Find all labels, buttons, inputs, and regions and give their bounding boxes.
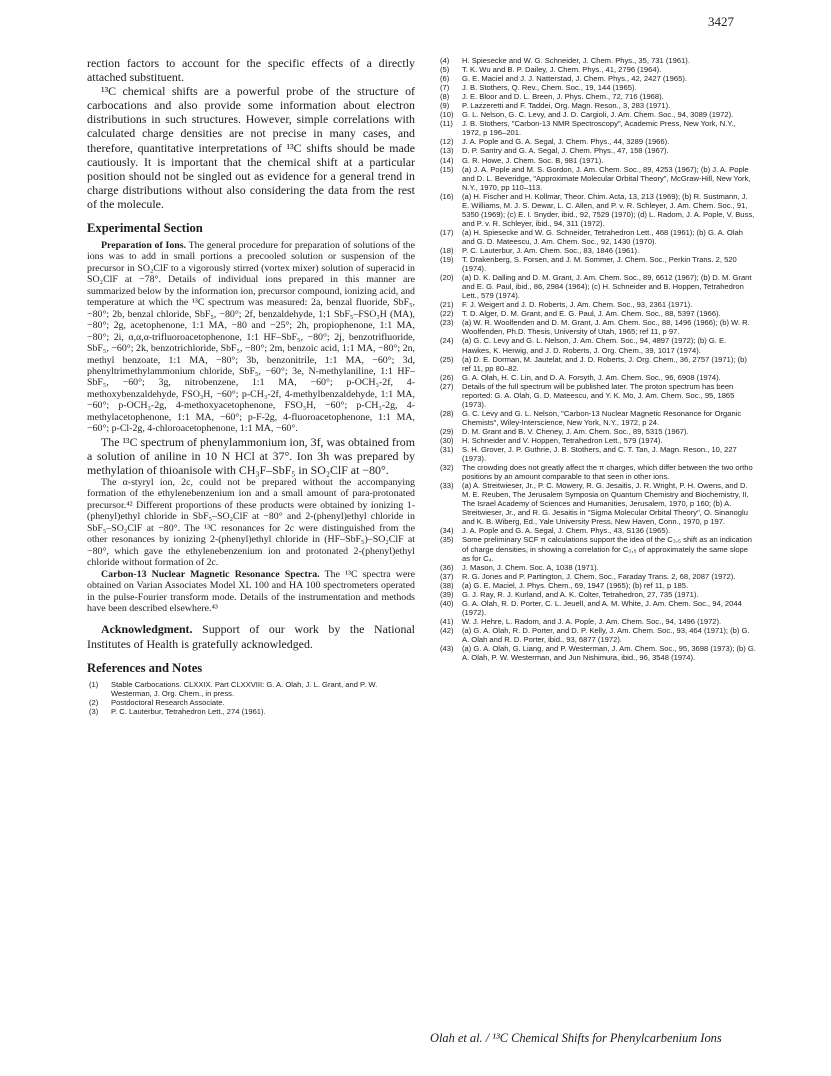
reference-item: [434, 535, 756, 562]
reference-item: [87, 698, 415, 707]
page-number: 3427: [708, 14, 734, 29]
reference-item: [434, 355, 756, 373]
reference-number: (10): [440, 110, 454, 120]
reference-number: (16): [440, 191, 454, 201]
reference-number: (12): [440, 137, 454, 147]
reference-item: [434, 318, 756, 336]
reference-item: [434, 427, 756, 436]
reference-item: [434, 165, 756, 192]
experimental-paragraph: [87, 240, 415, 435]
acknowledgment: [87, 622, 415, 650]
reference-number: (4): [440, 56, 450, 65]
reference-number: (13): [440, 146, 454, 156]
reference-number: (40): [440, 598, 454, 608]
reference-text: (a) W. R. Woolfenden and D. M. Grant, J. Am. Chem. Soc., 88, 1496 (1966); (b) W. R. Woolfenden, Ph.D. Thesis, University of Utah, 1965; ref 11, p 97.: [462, 318, 750, 337]
reference-number: (21): [440, 300, 454, 310]
reference-text: T. D. Alger, D. M. Grant, and E. G. Paul, J. Am. Chem. Soc., 88, 5397 (1966).: [462, 309, 721, 319]
reference-number: (18): [440, 245, 454, 255]
runin-heading: Carbon-13 Nuclear Magnetic Resonance Spectra.: [101, 568, 320, 580]
reference-text: W. J. Hehre, L. Radom, and J. A. Pople, J. Am. Chem. Soc., 94, 1496 (1972).: [462, 616, 722, 626]
reference-text: (a) G. E. Maciel, J. Phys. Chem., 69, 1947 (1965); (b) ref 11, p 185.: [462, 580, 689, 590]
experimental-paragraph: The α-styryl ion, 2c, could not be prepared without the accompanying formation of the ethylenebenzenium ion and a small amount of para-protonated precursor.⁴² Different proportions of these products were obtained by ionizing 1-(phenyl)ethyl chloride in SbF₅–SO₂ClF at −80° and 2-(phenyl)ethyl chloride in SbF₅–SO₂ClF at −80°. The ¹³C resonances for 2c were distinguished from the other resonances by ionizing 2-(phenyl)ethyl chloride in (HF–SbF₅)–SO₂ClF at −80°, which gave the ethylenebenzenium ion and protonated 2-(phenyl)ethyl chloride without formation of 2c.: [87, 477, 415, 569]
reference-item: [434, 463, 756, 481]
reference-item: [434, 300, 756, 309]
reference-number: (8): [440, 92, 450, 102]
reference-text: (a) D. K. Dalling and D. M. Grant, J. Am. Chem. Soc., 89, 6612 (1967); (b) D. M. Grant and E. G. Paul, ibid., 86, 2984 (1964); (c) H. Schneider and B. Hoppen, Tetrahedron Lett., 579 (1974).: [462, 273, 752, 301]
right-column: [434, 56, 756, 662]
reference-text: (a) G. A. Olah, R. D. Porter, and D. P. Kelly, J. Am. Chem. Soc., 93, 464 (1971); (b) G. A. Olah and R. D. Porter, ibid., 93, 6877 (1972).: [462, 625, 750, 644]
section-heading-experimental: Experimental Section: [87, 221, 203, 236]
reference-item: [434, 74, 756, 83]
reference-item: [434, 65, 756, 74]
reference-number: (37): [440, 571, 454, 581]
reference-item: [434, 228, 756, 246]
reference-text: F. J. Weigert and J. D. Roberts, J. Am. Chem. Soc., 93, 2361 (1971).: [462, 300, 693, 310]
reference-item: [434, 83, 756, 92]
reference-list: [87, 680, 415, 716]
reference-item: [434, 246, 756, 255]
reference-text: (a) H. Fischer and H. Kollmar, Theor. Chim. Acta, 13, 213 (1969); (b) R. Sustmann, J. E. Williams, M. J. S. Dewar, L. C. Allen, and P. v. R. Schleyer, J. Am. Chem. Soc., 91, 5350 (1969); (c) E. I. Snyder, ibid., 92, 7529 (1970); (d) L. Radom, J. A. Pople, V. Buss, and P. v. R. Schleyer, ibid., 94, 311 (1972).: [462, 191, 755, 228]
reference-text: Details of the full spectrum will be published later. The proton spectrum has been reported: G. A. Olah, G. D. Mateescu, and Y. K. Mo, J. Am. Chem. Soc., 95, 1865 (1973).: [462, 381, 735, 409]
reference-number: (36): [440, 562, 454, 572]
reference-item: [434, 56, 756, 65]
reference-number: (26): [440, 372, 454, 382]
intro-paragraph: ¹³C chemical shifts are a powerful probe of the structure of carbocations and also provide some information about electron distributions in such structures. However, simple correlations with calculated charge densities are not precise in many cases, and therefore, quantitative interpretations of ¹³C shifts should be made cautiously. It is important that the chemical shift at a particular position should not be singled out as evidence for a general trend in charge distributions without also considering the data from the rest of the molecule.: [87, 84, 415, 211]
reference-item: [434, 617, 756, 626]
reference-number: (43): [440, 644, 454, 654]
reference-number: (42): [440, 625, 454, 635]
reference-text: P. C. Lauterbur, J. Am. Chem. Soc., 83, 1846 (1961).: [462, 245, 640, 255]
reference-text: G. E. Maciel and J. J. Natterstad, J. Chem. Phys., 42, 2427 (1965).: [462, 74, 687, 84]
reference-text: Some preliminary SCF π calculations support the idea of the C₃,₅ shift as an indication of charge densities, in showing a correlation for C₃,₅ of approximately the same slope as for C₄.: [462, 535, 752, 563]
reference-text: Postdoctoral Research Associate.: [111, 697, 225, 707]
reference-text: P. C. Lauterbur, Tetrahedron Lett., 274 (1961).: [111, 706, 266, 716]
reference-number: (35): [440, 535, 454, 545]
experimental-paragraph: The ¹³C spectrum of phenylammonium ion, 3f, was obtained from a solution of aniline in 10 N HCl at 37°. Ion 3h was prepared by methylation of thioanisole with CH₃F–SbF₅ in SO₂ClF at −80°.: [87, 434, 415, 477]
reference-number: (34): [440, 526, 454, 536]
reference-text: (a) J. A. Pople and M. S. Gordon, J. Am. Chem. Soc., 89, 4253 (1967); (b) J. A. Pople and D. L. Beveridge, "Approximate Molecular Orbital Theory", McGraw-Hill, New York, N.Y., 1970, pp 110–113.: [462, 164, 751, 192]
reference-item: [434, 572, 756, 581]
reference-text: H. Schneider and V. Hoppen, Tetrahedron Lett., 579 (1974).: [462, 435, 663, 445]
reference-item: [434, 626, 756, 644]
reference-number: (38): [440, 580, 454, 590]
reference-item: [434, 481, 756, 526]
reference-text: G. R. Howe, J. Chem. Soc. B, 981 (1971).: [462, 155, 604, 165]
reference-item: [87, 707, 415, 716]
reference-number: (17): [440, 227, 454, 237]
reference-item: [434, 563, 756, 572]
experimental-paragraph: [87, 569, 415, 615]
reference-number: (15): [440, 164, 454, 174]
reference-text: J. B. Stothers, "Carbon-13 NMR Spectroscopy", Academic Press, New York, N.Y., 1972, p 196–201.: [462, 119, 736, 138]
reference-text: J. E. Bloor and D. L. Breen, J. Phys. Chem., 72, 716 (1968).: [462, 92, 664, 102]
reference-text: (a) G. A. Olah, G. Liang, and P. Westerman, J. Am. Chem. Soc., 95, 3698 (1973); (b) G. A. Olah, P. W. Westerman, and Jun Nishimura, ibid., 96, 3548 (1974).: [462, 644, 756, 663]
reference-text: G. A. Olah, H. C. Lin, and D. A. Forsyth, J. Am. Chem. Soc., 96, 6908 (1974).: [462, 372, 721, 382]
running-footer: Olah et al. / ¹³C Chemical Shifts for Phenylcarbenium Ions: [430, 1031, 722, 1045]
reference-number: (2): [89, 697, 99, 707]
reference-item: [434, 146, 756, 155]
reference-number: (24): [440, 336, 454, 346]
reference-item: [434, 581, 756, 590]
reference-item: [434, 445, 756, 463]
section-heading-references: References and Notes: [87, 660, 203, 675]
reference-text: G. L. Nelson, G. C. Levy, and J. D. Cargioli, J. Am. Chem. Soc., 94, 3089 (1972).: [462, 110, 734, 120]
reference-item: [434, 644, 756, 662]
reference-text: G. J. Ray, R. J. Kurland, and A. K. Colter, Tetrahedron, 27, 735 (1971).: [462, 589, 699, 599]
reference-text: P. Lazzeretti and F. Taddei, Org. Magn. Reson., 3, 283 (1971).: [462, 101, 671, 111]
reference-text: D. M. Grant and B. V. Cheney, J. Am. Chem. Soc., 89, 5315 (1967).: [462, 426, 689, 436]
reference-number: (31): [440, 445, 454, 455]
reference-text: (a) D. E. Dorman, M. Jautelat, and J. D. Roberts, J. Org. Chem., 36, 2757 (1971); (b) ref 11, pp 80–82.: [462, 354, 747, 373]
intro-paragraph: rection factors to account for the specific effects of a directly attached substituent.: [87, 56, 415, 85]
reference-number: (19): [440, 255, 454, 265]
reference-text: T. Drakenberg, S. Forsen, and J. M. Sommer, J. Chem. Soc., Perkin Trans. 2, 520 (1974).: [462, 255, 737, 274]
reference-number: (23): [440, 318, 454, 328]
reference-item: [434, 273, 756, 300]
reference-number: (20): [440, 273, 454, 283]
reference-text: R. G. Jones and P. Partington, J. Chem. Soc., Faraday Trans. 2, 68, 2087 (1972).: [462, 571, 736, 581]
reference-item: [434, 373, 756, 382]
reference-item: [434, 336, 756, 354]
reference-item: [434, 409, 756, 427]
reference-item: [434, 119, 756, 137]
reference-number: (5): [440, 65, 450, 75]
reference-text: J. A. Pople and G. A. Segal, J. Chem. Phys., 43, S136 (1965).: [462, 526, 671, 536]
reference-item: [434, 599, 756, 617]
reference-number: (30): [440, 435, 454, 445]
reference-number: (14): [440, 155, 454, 165]
reference-text: G. A. Olah, R. D. Porter, C. L. Jeuell, and A. M. White, J. Am. Chem. Soc., 94, 2044 (1972).: [462, 598, 742, 617]
reference-number: (9): [440, 101, 450, 111]
reference-item: [434, 110, 756, 119]
reference-text: G. C. Levy and G. L. Nelson, "Carbon-13 Nuclear Magnetic Resonance for Organic Chemists", Wiley-Interscience, New York, N.Y., 1972, p 24.: [462, 408, 742, 427]
runin-heading: Preparation of Ions.: [101, 240, 187, 252]
reference-item: [87, 680, 415, 698]
reference-number: (32): [440, 463, 454, 473]
acknowledgment-label: Acknowledgment.: [101, 622, 193, 637]
reference-number: (6): [440, 74, 450, 84]
reference-text: Stable Carbocations. CLXXIX. Part CLXXVIII: G. A. Olah, J. L. Grant, and P. W. Westerman, J. Org. Chem., in press.: [111, 679, 378, 698]
reference-number: (25): [440, 354, 454, 364]
reference-item: [434, 526, 756, 535]
reference-number: (7): [440, 83, 450, 93]
acknowledgment-text: Support of our work by the National Institutes of Health is gratefully acknowledged.: [87, 622, 415, 651]
reference-number: (1): [89, 679, 99, 689]
reference-text: J. B. Stothers, Q. Rev., Chem. Soc., 19, 144 (1965).: [462, 83, 637, 93]
reference-item: [434, 590, 756, 599]
reference-text: J. A. Pople and G. A. Segal, J. Chem. Phys., 44, 3289 (1966).: [462, 137, 670, 147]
reference-list: [434, 56, 756, 662]
reference-item: [434, 255, 756, 273]
reference-item: [434, 309, 756, 318]
paragraph-text: The ¹³C spectra were obtained on Varian Associates Model XL 100 and HA 100 spectrometers operated in the pulse-Fourier transform mode. Details of the instrumentation and methods have been described elsewhere.⁴³: [87, 568, 415, 614]
reference-text: H. Spiesecke and W. G. Schneider, J. Chem. Phys., 35, 731 (1961).: [462, 56, 690, 65]
reference-text: D. P. Santry and G. A. Segal, J. Chem. Phys., 47, 158 (1967).: [462, 146, 669, 156]
reference-item: [434, 137, 756, 146]
reference-text: (a) G. C. Levy and G. L. Nelson, J. Am. Chem. Soc., 94, 4897 (1972); (b) G. E. Hawkes, K. Herwig, and J. D. Roberts, J. Org. Chem., 39, 1017 (1974).: [462, 336, 727, 355]
reference-text: J. Mason, J. Chem. Soc. A, 1038 (1971).: [462, 562, 599, 572]
reference-text: S. H. Grover, J. P. Guthrie, J. B. Stothers, and C. T. Tan, J. Magn. Reson., 10, 227 (1973).: [462, 445, 737, 464]
reference-number: (33): [440, 481, 454, 491]
reference-item: [434, 101, 756, 110]
reference-text: T. K. Wu and B. P. Dailey, J. Chem. Phys., 41, 2796 (1964).: [462, 65, 662, 75]
reference-number: (27): [440, 381, 454, 391]
reference-number: (11): [440, 119, 453, 129]
reference-number: (22): [440, 309, 454, 319]
reference-number: (29): [440, 426, 454, 436]
reference-item: [434, 92, 756, 101]
reference-text: The crowding does not greatly affect the π charges, which differ between the two ortho positions by an amount comparable to that seen in other ions.: [462, 463, 753, 482]
paragraph-text: The general procedure for preparation of solutions of the ions was to add in small portions a precooled solution or suspension of the precursor in SO₂ClF to a vigorously stirred (vortex mixer) solution of superacid in SO₂ClF at −78°. Details of individual ions prepared in this manner are summarized below by the information ion, precursor compound, ionizing acid, and temperature at which the ¹³C spectrum was measured: 2a, benzal fluoride, SbF₅, −80°; 2b, benzal chloride, SbF₅, −80°; 2f, benzaldehyde, 1:1 SbF₅–FSO₃H (MA), −80°; 2g, acetophenone, 1:1 MA, −80 and −25°; 2h, propiophenone, 1:1 MA, −80°; 2i, α,α,α-trifluoroacetophenone, 1:1 HF–SbF₅, −80°; 2j, benzotrifluoride, SbF₅, −60°; 2k, benzotrichloride, SbF₅, −80°; 2m, benzoic acid, 1:1 MA, −80°; 2n, methyl benzoate, 1:1 MA, −80°; 3b, benzonitrile, 1:1 MA, −60°; 3d, phenyltrimethylammonium chloride, SbF₅, −60°; 3e, N-methylaniline, 1:1 HF–SbF₅, −60°; 3g, nitrobenzene, 1:1 MA, −60°; p-OCH₃-2f, 4-methoxybenzaldehyde, FSO₃H, −60°; p-CH₃-2f, 4-methylbenzaldehyde, 1:1 MA, −60°; p-OCH₃-2g, 4-methoxyacetophenone, FSO₃H, −60°; p-CH₃-2g, 4-methylacetophenone, 1:1 MA, −60°; p-F-2g, 4-fluoroacetophenone, 1:1 MA, −60°; p-Cl-2g, 4-chloroacetophenone, 1:1 MA, −60°.: [87, 240, 415, 435]
reference-number: (39): [440, 589, 454, 599]
reference-item: [434, 382, 756, 409]
reference-item: [434, 436, 756, 445]
reference-number: (41): [440, 616, 454, 626]
reference-item: [434, 192, 756, 228]
reference-item: [434, 156, 756, 165]
reference-text: (a) A. Streitwieser, Jr., P. C. Mowery, R. G. Jesaitis, J. R. Wright, P. H. Owens, and D. M. E. Reuben, The Jerusalem Symposia on Quantum Chemistry and Biochemistry, II, The Israel Academy of Sciences and Humanities, Jerusalem, 1970, p 160; (b) A. Streitwieser, Jr., and R. G. Jesaitis in "Sigma Molecular Orbital Theory", O. Sinanoglu and K. B. Wiberg, Ed., Yale University Press, New Haven, Conn., 1970, p 197.: [462, 481, 749, 527]
reference-text: (a) H. Spiesecke and W. G. Schneider, Tetrahedron Lett., 468 (1961); (b) G. A. Olah and G. D. Mateescu, J. Am. Chem. Soc., 92, 1430 (1970).: [462, 227, 743, 246]
left-column: [87, 56, 415, 716]
reference-number: (28): [440, 408, 454, 418]
reference-number: (3): [89, 706, 99, 716]
